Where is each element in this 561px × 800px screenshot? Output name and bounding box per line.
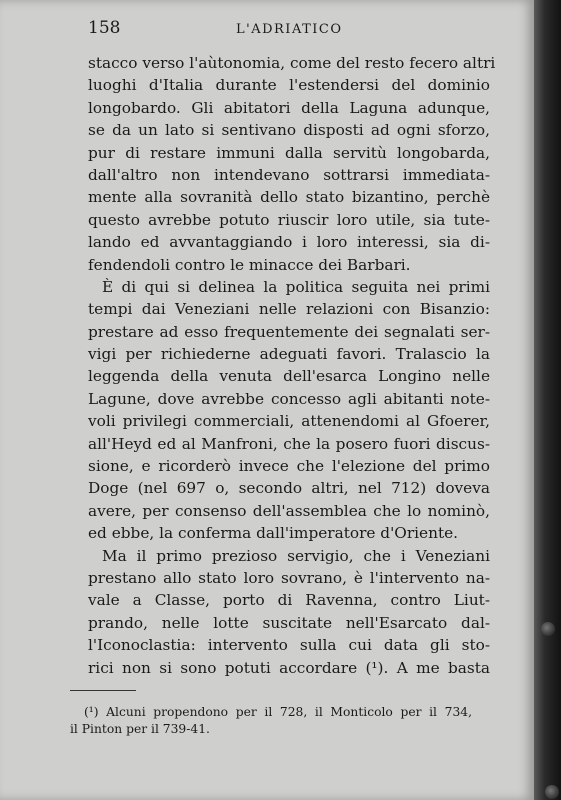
binding-pin xyxy=(545,785,559,799)
text-line: all'Heyd ed al Manfroni, che la posero fuori discus- xyxy=(88,434,490,453)
text-line: avere, per consenso dell'assemblea che lo nominò, xyxy=(88,501,490,520)
text-line: sione, e ricorderò invece che l'elezione del primo xyxy=(88,457,490,476)
text-line: voli privilegi commerciali, attenendomi al Gfoerer, xyxy=(88,412,490,431)
page-edge-shadow xyxy=(534,0,561,800)
text-line: vale a Classe, porto di Ravenna, contro Liut- xyxy=(88,591,490,610)
text-line: prando, nelle lotte suscitate nell'Esarcato dal- xyxy=(88,613,490,632)
text-line: leggenda della venuta dell'esarca Longino nelle xyxy=(88,367,490,386)
footnote-divider xyxy=(70,690,136,691)
text-line: ed ebbe, la conferma dall'imperatore d'Oriente. xyxy=(88,524,459,543)
text-line: se da un lato si sentivano disposti ad ogni sforzo, xyxy=(88,121,490,140)
text-line: luoghi d'Italia durante l'estendersi del dominio xyxy=(88,76,490,95)
text-line: prestare ad esso frequentemente dei segnalati ser- xyxy=(88,322,490,341)
text-line: tempi dai Veneziani nelle relazioni con Bisanzio: xyxy=(88,300,490,319)
footnote-line: il Pinton per il 739-41. xyxy=(70,722,210,736)
text-line: Ma il primo prezioso servigio, che i Veneziani xyxy=(102,546,490,565)
footnote-line: (¹) Alcuni propendono per il 728, il Monticolo per il 734, xyxy=(84,705,472,719)
text-line: prestano allo stato loro sovrano, è l'intervento na- xyxy=(88,568,490,587)
text-line: Doge (nel 697 o, secondo altri, nel 712) doveva xyxy=(88,479,490,498)
text-line: lando ed avvantaggiando i loro interessi, sia di- xyxy=(88,233,490,252)
text-line: pur di restare immuni dalla servitù longobarda, xyxy=(88,143,490,162)
text-line: vigi per richiederne adeguati favori. Tralascio la xyxy=(88,345,490,364)
text-line: Lagune, dove avrebbe concesso agli abitanti note- xyxy=(88,389,490,408)
text-line: stacco verso l'aùtonomia, come del resto fecero altri xyxy=(88,54,496,72)
text-line: dall'altro non intendevano sottrarsi immediata- xyxy=(88,165,490,184)
body-text xyxy=(88,52,496,679)
text-line: È di qui si delinea la politica seguita nei primi xyxy=(102,277,490,296)
text-line: rici non si sono potuti accordare (¹). A me basta xyxy=(88,658,490,677)
text-line: l'Iconoclastia: intervento sulla cui data gli sto- xyxy=(88,636,490,655)
running-head: L'ADRIATICO xyxy=(236,22,343,37)
text-line: questo avrebbe potuto riuscir loro utile, sia tute- xyxy=(88,210,490,229)
page-header xyxy=(88,14,488,40)
text-line: fendendoli contro le minacce dei Barbari. xyxy=(88,255,411,274)
text-line: longobardo. Gli abitatori della Laguna adunque, xyxy=(88,98,490,117)
text-line: mente alla sovranità dello stato bizantino, perchè xyxy=(88,188,490,207)
binding-pin xyxy=(541,622,555,636)
page-number: 158 xyxy=(88,18,121,38)
footnotes xyxy=(70,704,472,738)
